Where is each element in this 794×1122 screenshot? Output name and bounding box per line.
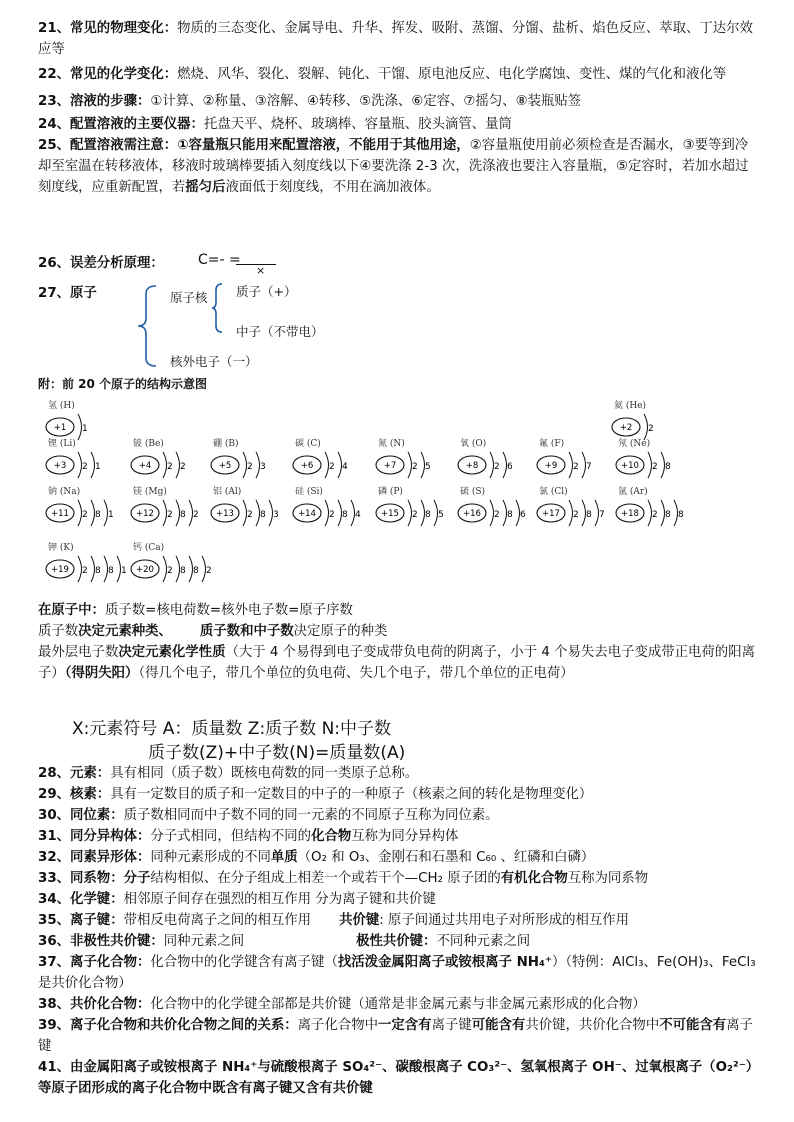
item-34: 34、化学键：相邻原子间存在强烈的相互作用 分为离子键和共价键 [38, 892, 436, 907]
nuclear-charge: +15 [381, 509, 399, 519]
atom-name: 氮 (N) [378, 439, 405, 449]
nuclear-charge: +3 [53, 461, 67, 471]
atom-al [205, 484, 285, 532]
shell-electron-count: 4 [342, 462, 348, 472]
nuclear-charge: +10 [621, 461, 639, 471]
shell-electron-count: 8 [95, 510, 101, 520]
item-25: 25、配置溶液需注意：①容量瓶只能用来配置溶液，不能用于其他用途，②容量瓶使用前必须检查是否漏水，③要等到冷却至室温在转移液体，移液时玻璃棒要插入刻度线以下④要洗涤 2-3 次，洗涤液也要注入容量瓶，⑤定容时，若加水超过刻度线，应重新配置，若摇匀后液面低于刻度线，不用在滴加液体。 [38, 138, 749, 195]
multiply-sign: × [256, 264, 266, 277]
electron-shell [503, 452, 507, 478]
neutron-label: 中子（不带电） [236, 324, 324, 339]
atom-li [40, 436, 120, 484]
nuclear-charge: +11 [51, 509, 69, 519]
shell-electron-count: 6 [507, 462, 513, 472]
item-27: 27、原子 原子核 质子（+） 中子（不带电） 核外电子（一） [38, 282, 758, 372]
atom-b [205, 436, 285, 484]
atom-structure [531, 448, 599, 482]
atom-name: 氯 (Cl) [539, 487, 568, 497]
shell-electron-count: 8 [180, 566, 186, 576]
item-23: 23、溶液的步骤：①计算、②称量、③溶解、④转移、⑤洗涤、⑥定容、⑦摇匀、⑧装瓶贴签 [38, 94, 582, 109]
atom-o [452, 436, 532, 484]
shell-electron-count: 8 [95, 566, 101, 576]
electron-shell [243, 452, 247, 478]
electron-shell [408, 500, 412, 526]
item-24: 24、配置溶液的主要仪器：托盘天平、烧杯、玻璃棒、容量瓶、胶头滴管、量筒 [38, 117, 512, 132]
electron-shell [269, 500, 273, 526]
atom-name: 氧 (O) [460, 439, 487, 449]
proton-label: 质子（+） [236, 284, 297, 299]
electron-shell [163, 556, 167, 582]
electron-shell [117, 556, 121, 582]
electron-shell [325, 500, 329, 526]
item-30: 30、同位素：质子数相同而中子数不同的同一元素的不同原子互称为同位素。 [38, 808, 499, 823]
shell-electron-count: 8 [586, 510, 592, 520]
item-35: 35、离子键：带相反电荷离子之间的相互作用 共价键: 原子间通过共用电子对所形成的相互作用 [38, 913, 630, 928]
item-36: 36、非极性共价键：同种元素之间 极性共价键：不同种元素之间 [38, 934, 531, 949]
nuclear-charge: +14 [298, 509, 316, 519]
shell-electron-count: 2 [82, 566, 88, 576]
nuclear-charge: +6 [300, 461, 314, 471]
shell-electron-count: 2 [82, 510, 88, 520]
nuclear-charge: +2 [619, 423, 633, 433]
electron-shell [78, 452, 82, 478]
shell-electron-count: 2 [180, 462, 186, 472]
item-39: 39、离子化合物和共价化合物之间的关系：离子化合物中一定含有离子键可能含有共价键，共价化合物中不可能含有离子键 [38, 1018, 753, 1054]
item-31: 31、同分异构体：分子式相同，但结构不同的化合物互称为同分异构体 [38, 829, 459, 844]
item-29: 29、核素：具有一定数目的质子和一定数目的中子的一种原子（核素之间的转化是物理变化） [38, 787, 593, 802]
atom-structure [370, 496, 452, 530]
atom-name: 镁 (Mg) [133, 487, 167, 497]
nuclear-charge: +17 [542, 509, 560, 519]
electron-shell [351, 500, 355, 526]
electron-shell [91, 500, 95, 526]
electron-shell [490, 500, 494, 526]
shell-electron-count: 5 [425, 462, 431, 472]
atom-structure [205, 448, 273, 482]
atom-na [40, 484, 120, 532]
atom-n [370, 436, 450, 484]
shell-electron-count: 8 [180, 510, 186, 520]
atom-structure [287, 496, 369, 530]
atom-name: 氢 (H) [48, 401, 75, 411]
shell-electron-count: 1 [108, 510, 114, 520]
shell-electron-count: 2 [494, 510, 500, 520]
shell-electron-count: 1 [82, 424, 88, 434]
notation [72, 718, 792, 764]
atom-name: 氦 (He) [614, 401, 647, 411]
note-3: 最外层电子数决定元素化学性质（大于 4 个易得到电子变成带负电荷的阴离子，小于 4 个易失去电子变成带正电荷的阳离子）（得阴失阳）（得几个电子，带几个单位的负电荷、失几个电子，带几个单位的正电荷） [38, 645, 755, 681]
shell-electron-count: 3 [260, 462, 266, 472]
nuclear-charge: +4 [138, 461, 152, 471]
electron-shell [421, 500, 425, 526]
nuclear-charge: +9 [544, 461, 558, 471]
atom-name: 碳 (C) [295, 439, 321, 449]
electron-shell [595, 500, 599, 526]
shell-electron-count: 2 [648, 424, 654, 434]
note-2: 质子数决定元素种类、 质子数和中子数决定原子的种类 [38, 624, 388, 639]
item-33: 33、同系物：分子结构相似、在分子组成上相差一个或若干个—CH₂ 原子团的有机化合物互称为同系物 [38, 871, 649, 886]
atom-name: 铍 (Be) [133, 439, 164, 449]
electron-shell [569, 500, 573, 526]
atom-f [531, 436, 611, 484]
shell-electron-count: 8 [108, 566, 114, 576]
electron-shell [189, 500, 193, 526]
electron-shell [256, 500, 260, 526]
atom-name: 钙 (Ca) [133, 543, 165, 553]
shell-electron-count: 2 [329, 462, 335, 472]
electron-shell [243, 500, 247, 526]
bottom-section [38, 763, 758, 1099]
electron-shell [189, 556, 193, 582]
atom-structure [40, 496, 122, 530]
shell-electron-count: 2 [167, 510, 173, 520]
item-41: 41、由金属阳离子或铵根离子 NH₄⁺与硫酸根离子 SO₄²⁻、碳酸根离子 CO₃²⁻、氢氧根离子 OH⁻、过氧根离子（O₂²⁻）等原子团形成的离子化合物中既含有离子键又含有共价键 [38, 1060, 753, 1096]
item-21: 21、常见的物理变化：物质的三态变化、金属导电、升华、挥发、吸附、蒸馏、分馏、盐析、焰色反应、萃取、丁达尔效应等 [38, 21, 753, 57]
atom-name: 氩 (Ar) [618, 487, 648, 497]
electron-shell [78, 500, 82, 526]
atom-name: 锂 (Li) [48, 439, 76, 449]
electron-shell [582, 500, 586, 526]
shell-electron-count: 8 [425, 510, 431, 520]
electron-shell [91, 452, 95, 478]
electron-shell [408, 452, 412, 478]
atom-name: 硅 (Si) [295, 487, 323, 497]
item-26: 26、误差分析原理： C=- = × [38, 252, 758, 274]
atom-structure [125, 448, 193, 482]
atom-structure [531, 496, 613, 530]
atom-name: 氟 (F) [539, 439, 565, 449]
atom-p [370, 484, 450, 532]
nuclear-charge: +8 [465, 461, 479, 471]
shell-electron-count: 2 [652, 462, 658, 472]
atom-name: 硼 (B) [213, 439, 239, 449]
shell-electron-count: 3 [273, 510, 279, 520]
nucleus-label: 原子核 [170, 290, 208, 305]
electron-shell [421, 452, 425, 478]
nuclear-charge: +19 [51, 565, 69, 575]
nuclear-charge: +13 [216, 509, 234, 519]
nuclear-charge: +16 [463, 509, 481, 519]
atom-structure [610, 496, 692, 530]
note-1: 在原子中：质子数=核电荷数=核外电子数=原子序数 [38, 603, 353, 618]
atom-mg [125, 484, 205, 532]
shell-electron-count: 6 [520, 510, 526, 520]
nuclear-charge: +12 [136, 509, 154, 519]
nuclear-charge: +7 [383, 461, 397, 471]
item-37: 37、离子化合物：化合物中的化学键含有离子键（找活泼金属阳离子或铵根离子 NH₄⁺）（特例：AlCl₃、Fe(OH)₃、FeCl₃ 是共价化合物） [38, 955, 756, 991]
electron-shell [176, 556, 180, 582]
atom-ca [125, 540, 212, 588]
electron-shell [661, 452, 665, 478]
atom-structure [452, 496, 534, 530]
electron-shell [648, 452, 652, 478]
item-28: 28、元素：具有相同（质子数）既核电荷数的同一类原子总称。 [38, 766, 419, 781]
electron-shell [104, 500, 108, 526]
atom-name: 磷 (P) [378, 487, 403, 497]
atom-ar [610, 484, 690, 532]
shell-electron-count: 2 [494, 462, 500, 472]
shell-electron-count: 8 [665, 510, 671, 520]
electron-shell [674, 500, 678, 526]
shell-electron-count: 2 [247, 510, 253, 520]
electron-shell [325, 452, 329, 478]
shell-electron-count: 2 [247, 462, 253, 472]
shell-electron-count: 8 [678, 510, 684, 520]
electron-shell [490, 452, 494, 478]
atom-structure [40, 448, 108, 482]
nuclear-charge: +18 [621, 509, 639, 519]
atom-be [125, 436, 205, 484]
item-38: 38、共价化合物：化合物中的化学键全部都是共价键（通常是非金属元素与非金属元素形成的化合物） [38, 997, 646, 1012]
electron-label: 核外电子（一） [170, 354, 258, 369]
formula: C=- = [198, 252, 241, 268]
atom-name: 铝 (Al) [213, 487, 242, 497]
shell-electron-count: 8 [665, 462, 671, 472]
electron-shell [202, 556, 206, 582]
atom-ne [610, 436, 690, 484]
shell-electron-count: 2 [652, 510, 658, 520]
electron-shell [176, 452, 180, 478]
shell-electron-count: 8 [193, 566, 199, 576]
atom-structure [125, 552, 221, 586]
shell-electron-count: 2 [329, 510, 335, 520]
electron-shell [163, 500, 167, 526]
shell-electron-count: 4 [355, 510, 361, 520]
atom-c [287, 436, 367, 484]
shell-electron-count: 8 [260, 510, 266, 520]
atom-name: 钾 (K) [48, 543, 74, 553]
electron-shell [516, 500, 520, 526]
shell-electron-count: 5 [438, 510, 444, 520]
electron-shell [661, 500, 665, 526]
nuclear-charge: +5 [218, 461, 232, 471]
electron-shell [648, 500, 652, 526]
shell-electron-count: 8 [342, 510, 348, 520]
shell-electron-count: 1 [95, 462, 101, 472]
item-32: 32、同素异形体：同种元素形成的不同单质（O₂ 和 O₃、金刚石和石墨和 C₆₀ 、红磷和白磷） [38, 850, 595, 865]
nuclear-charge: +1 [53, 423, 67, 433]
atoms-heading: 附：前 20 个原子的结构示意图 [38, 377, 208, 391]
atom-structure [287, 448, 355, 482]
electron-shell [91, 556, 95, 582]
shell-electron-count: 2 [573, 462, 579, 472]
notation-line-2: 质子数(Z)+中子数(N)=质量数(A) [148, 743, 406, 763]
atom-k [40, 540, 127, 588]
electron-shell [503, 500, 507, 526]
electron-shell [338, 500, 342, 526]
shell-electron-count: 7 [586, 462, 592, 472]
notation-line-1: X:元素符号 A：质量数 Z:质子数 N:中子数 [72, 719, 392, 739]
shell-electron-count: 2 [573, 510, 579, 520]
atom-structure [40, 552, 136, 586]
atom-name: 钠 (Na) [48, 487, 81, 497]
shell-electron-count: 2 [82, 462, 88, 472]
electron-shell [256, 452, 260, 478]
electron-shell [569, 452, 573, 478]
electron-shell [104, 556, 108, 582]
atom-structure [452, 448, 520, 482]
atom-structure [125, 496, 207, 530]
electron-shell [338, 452, 342, 478]
atom-s [452, 484, 532, 532]
nuclear-charge: +20 [136, 565, 154, 575]
atom-cl [531, 484, 611, 532]
electron-shell [78, 556, 82, 582]
atom-structure [370, 448, 438, 482]
atom-name: 氖 (Ne) [618, 439, 651, 449]
top-section [38, 18, 758, 198]
shell-electron-count: 1 [121, 566, 127, 576]
electron-shell [176, 500, 180, 526]
atom-name: 硫 (S) [460, 487, 486, 497]
atom-si [287, 484, 367, 532]
shell-electron-count: 2 [412, 510, 418, 520]
shell-electron-count: 8 [507, 510, 513, 520]
shell-electron-count: 2 [167, 566, 173, 576]
shell-electron-count: 2 [206, 566, 212, 576]
atom-structure [205, 496, 287, 530]
atom-structure [610, 448, 678, 482]
shell-electron-count: 2 [193, 510, 199, 520]
item-22: 22、常见的化学变化：燃烧、风华、裂化、裂解、钝化、干馏、原电池反应、电化学腐蚀、变性、煤的气化和液化等 [38, 67, 727, 82]
shell-electron-count: 2 [412, 462, 418, 472]
atom-notes [38, 600, 758, 684]
electron-shell [163, 452, 167, 478]
electron-shell [434, 500, 438, 526]
shell-electron-count: 2 [167, 462, 173, 472]
electron-shell [582, 452, 586, 478]
shell-electron-count: 7 [599, 510, 605, 520]
